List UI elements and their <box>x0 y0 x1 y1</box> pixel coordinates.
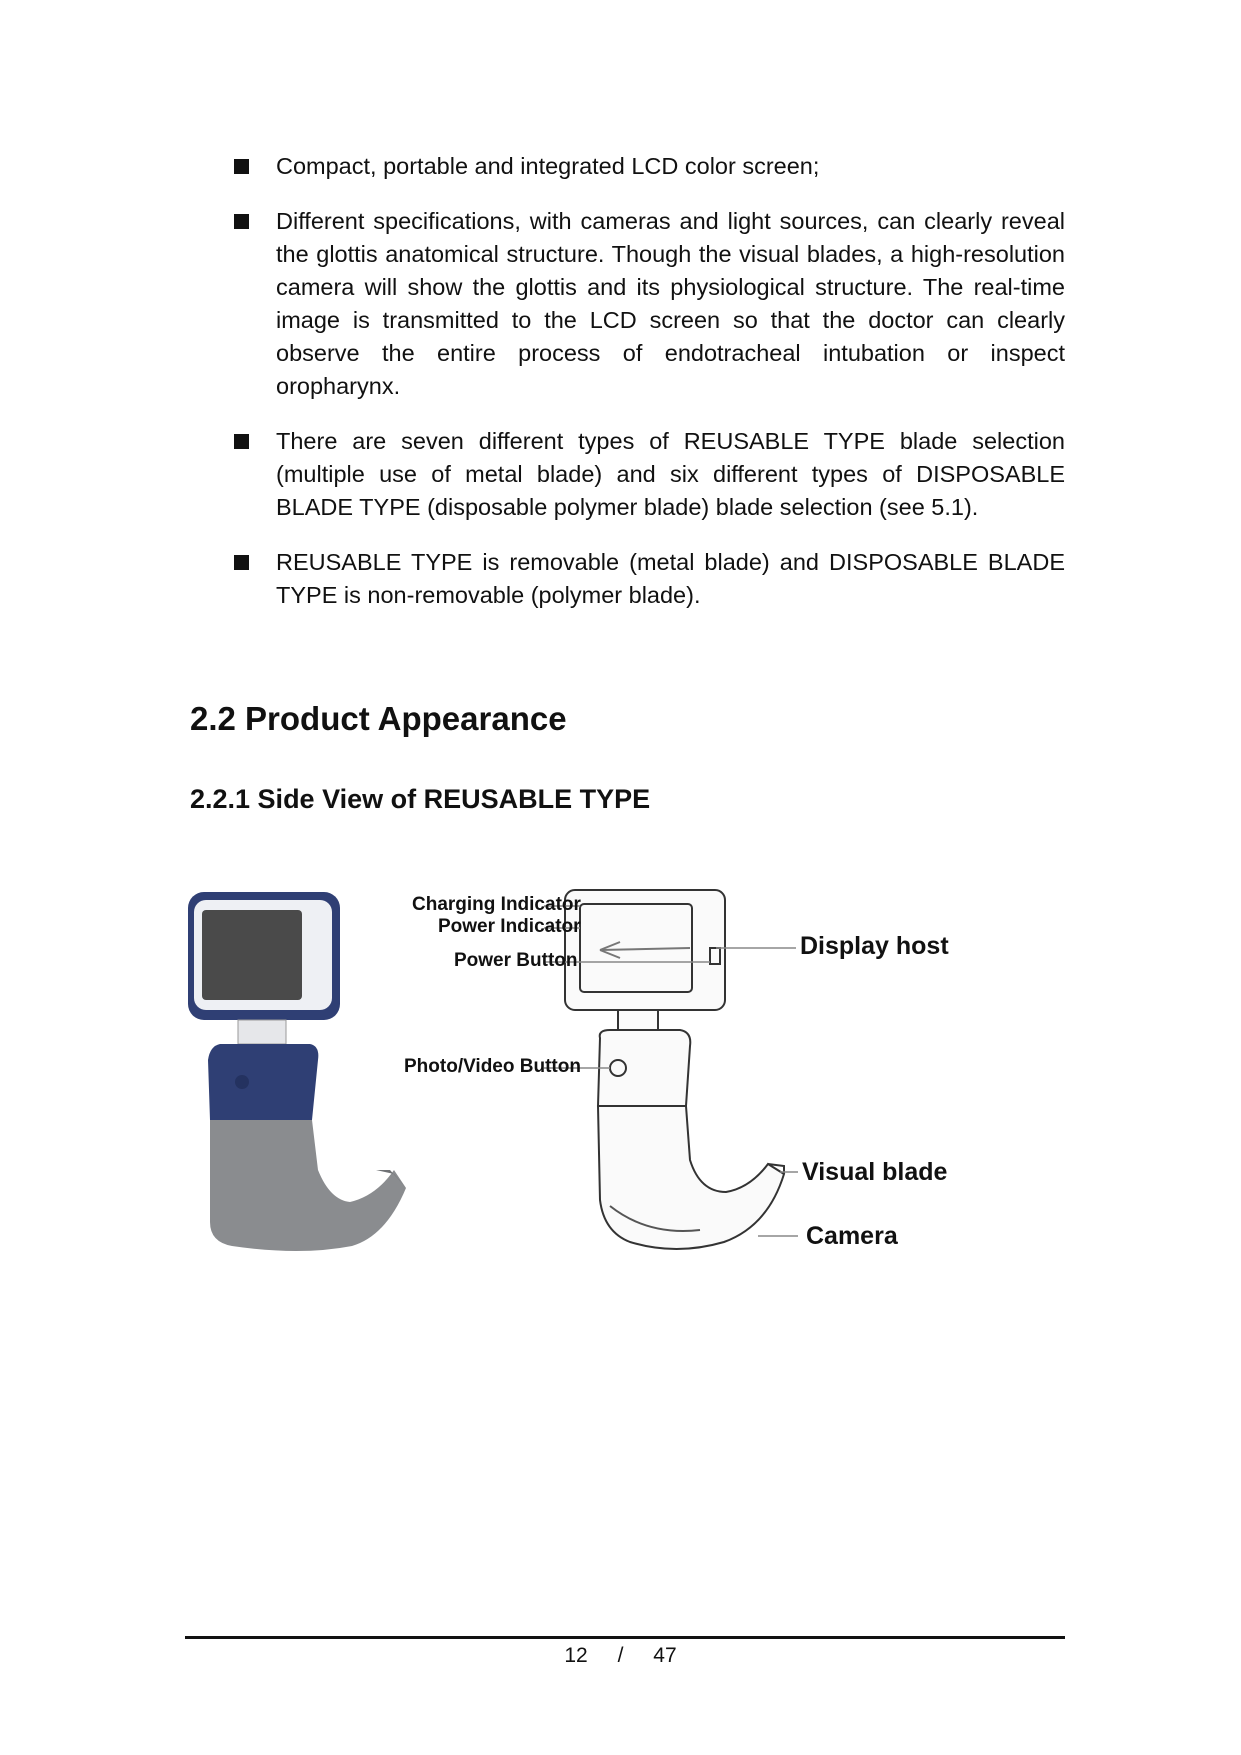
page-total: 47 <box>653 1644 677 1667</box>
subsection-title: 2.2.1 Side View of REUSABLE TYPE <box>190 784 651 814</box>
label-visual-blade: Visual blade <box>802 1158 948 1186</box>
list-item <box>230 425 1065 524</box>
device-photo <box>188 892 406 1251</box>
bullet-square-icon <box>234 159 249 174</box>
label-camera: Camera <box>806 1222 898 1250</box>
bullet-square-icon <box>234 214 249 229</box>
page-separator: / <box>617 1644 624 1667</box>
feature-list <box>230 150 1065 634</box>
label-photo-video-button: Photo/Video Button <box>404 1056 581 1077</box>
footer-divider <box>185 1636 1065 1639</box>
product-figure <box>180 870 1080 1330</box>
list-item <box>230 546 1065 612</box>
list-item-text: REUSABLE TYPE is removable (metal blade) and DISPOSABLE BLADE TYPE is non-removable (polymer blade). <box>276 549 1065 608</box>
label-charging-indicator: Charging Indicator <box>412 894 581 915</box>
list-item-text: There are seven different types of REUSABLE TYPE blade selection (multiple use of metal blade) and six different types of DISPOSABLE BLADE TYPE (disposable polymer blade) blade selection (see 5.1). <box>276 428 1065 520</box>
label-display-host: Display host <box>800 932 949 960</box>
list-item <box>230 150 1065 183</box>
device-line-drawing <box>565 890 784 1249</box>
list-item <box>230 205 1065 403</box>
page-number: 12 <box>564 1644 588 1667</box>
list-item-text: Compact, portable and integrated LCD color screen; <box>276 153 820 179</box>
label-power-button: Power Button <box>454 950 578 971</box>
section-title: 2.2 Product Appearance <box>190 700 567 737</box>
page-footer <box>0 1644 1241 1668</box>
list-item-text: Different specifications, with cameras and light sources, can clearly reveal the glottis anatomical structure. Though the visual blades, a high-resolution camera will show the glottis and its physiological structure. The real-time image is transmitted to the LCD screen so that the doctor can clearly observe the entire process of endotracheal intubation or inspect oropharynx. <box>276 208 1065 399</box>
bullet-square-icon <box>234 434 249 449</box>
bullet-square-icon <box>234 555 249 570</box>
label-power-indicator: Power Indicator <box>438 916 581 937</box>
